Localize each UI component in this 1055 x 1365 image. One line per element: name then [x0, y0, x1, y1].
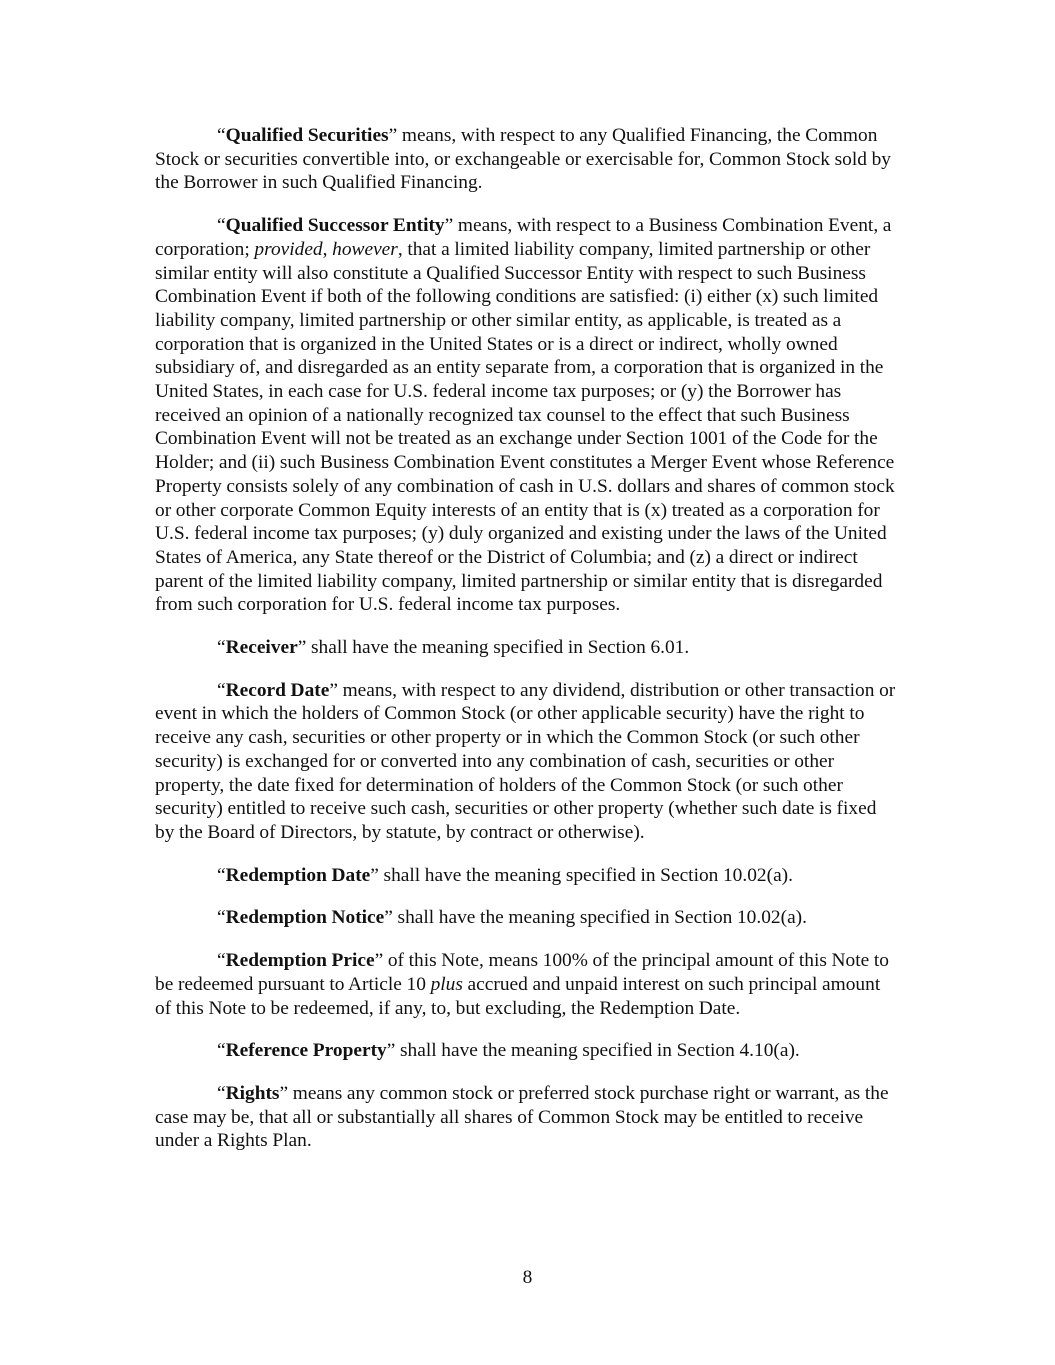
- open-quote: “: [217, 1040, 226, 1062]
- close-quote: ”: [370, 864, 379, 886]
- definition-text: shall have the meaning specified in Section 6.01.: [306, 637, 690, 659]
- definition-reference-property: [155, 1039, 900, 1063]
- open-quote: “: [217, 864, 226, 886]
- definition-redemption-notice: [155, 906, 900, 930]
- definition-text: means, with respect to a Business Combination Event, a corporation;: [155, 215, 892, 260]
- close-quote: ”: [374, 950, 384, 972]
- definition-record-date: [155, 679, 900, 845]
- definition-text: accrued and unpaid interest on such principal amount of this Note to be redeemed, if any, to, but excluding, the Redemption Date.: [155, 973, 881, 1019]
- definition-text: means, with respect to any dividend, distribution or other transaction or event in which the holders of Common Stock (or other applicable security) have the right to receive any cash, securities or other property or in which the Common Stock (or such other security) is exchanged for or converted into any combination of cash, securities or other property, the date fixed for determination of holders of the Common Stock (or such other security) entitled to receive such cash, securities or other property (whether such date is fixed by the Board of Directors, by statute, by contract or otherwise).: [155, 679, 896, 843]
- definition-text: means, with respect to any Qualified Financing, the Common Stock or securities convertible into, or exchangeable or exercisable for, Common Stock sold by the Borrower in such Qualified Financing.: [155, 125, 891, 194]
- defined-term: Qualified Successor Entity: [225, 215, 445, 237]
- definition-text: , that a limited liability company, limited partnership or other similar entity will also constitute a Qualified Successor Entity with respect to such Business Combination Event if both of the following conditions are satisfied: (i) either (x) such limited liability company, limited partnership or other similar entity, as applicable, is treated as a corporation that is organized in the United States or is a direct or indirect, wholly owned subsidiary of, and disregarded as an entity separate from, a corporation that is organized in the United States, in each case for U.S. federal income tax purposes; or (y) the Borrower has received an opinion of a nationally recognized tax counsel to the effect that such Business Combination Event will not be treated as an exchange under Section 1001 of the Code for the Holder; and (ii) such Business Combination Event constitutes a Merger Event whose Reference Property consists solely of any combination of cash in U.S. dollars and shares of common stock or other corporate Common Equity interests of an entity that is (x) treated as a corporation for U.S. federal income tax purposes; (y) duly organized and existing under the laws of the United States of America, any State thereof or the District of Columbia; and (z) a direct or indirect parent of the limited liability company, limited partnership or similar entity that is disregarded from such corporation for U.S. federal income tax purposes.: [155, 238, 895, 616]
- open-quote: “: [217, 125, 226, 146]
- defined-term: Redemption Date: [225, 864, 371, 886]
- definition-text: shall have the meaning specified in Section 10.02(a).: [392, 907, 807, 929]
- defined-term: Rights: [225, 1082, 280, 1104]
- italic-however: however: [332, 238, 398, 260]
- open-quote: “: [217, 907, 226, 929]
- defined-term: Record Date: [225, 679, 330, 701]
- close-quote: ”: [384, 907, 393, 929]
- definition-redemption-price: [155, 949, 900, 1020]
- definition-text: shall have the meaning specified in Section 4.10(a).: [395, 1040, 800, 1062]
- separator: ,: [322, 238, 333, 260]
- open-quote: “: [217, 679, 226, 701]
- open-quote: “: [217, 637, 226, 659]
- close-quote: ”: [279, 1082, 289, 1104]
- close-quote: ”: [444, 215, 454, 237]
- defined-term: Receiver: [225, 637, 298, 659]
- definition-text: means any common stock or preferred stock purchase right or warrant, as the case may be, that all or substantially all shares of Common Stock may be entitled to receive under a Rights Plan.: [155, 1082, 889, 1152]
- definitions-section: [155, 124, 900, 1172]
- defined-term: Redemption Price: [225, 950, 375, 972]
- defined-term: Redemption Notice: [225, 907, 385, 929]
- definition-redemption-date: [155, 864, 900, 888]
- definition-receiver: [155, 636, 900, 660]
- close-quote: ”: [297, 637, 307, 659]
- open-quote: “: [217, 215, 226, 237]
- italic-plus: plus: [430, 973, 463, 995]
- close-quote: ”: [388, 125, 398, 146]
- page-number: 8: [522, 1267, 533, 1288]
- definition-text: of this Note, means 100% of the principal amount of this Note to be redeemed pursuant to Article 10: [155, 950, 889, 995]
- close-quote: ”: [329, 679, 338, 701]
- definition-qualified-securities: [155, 124, 900, 195]
- italic-provided: provided: [254, 238, 323, 260]
- definition-rights: [155, 1082, 900, 1153]
- definition-text: shall have the meaning specified in Section 10.02(a).: [378, 864, 793, 886]
- close-quote: ”: [386, 1040, 396, 1062]
- defined-term: Reference Property: [225, 1040, 387, 1062]
- defined-term: Qualified Securities: [225, 125, 389, 146]
- definition-qualified-successor-entity: [155, 214, 900, 617]
- open-quote: “: [217, 1082, 226, 1104]
- open-quote: “: [217, 950, 226, 972]
